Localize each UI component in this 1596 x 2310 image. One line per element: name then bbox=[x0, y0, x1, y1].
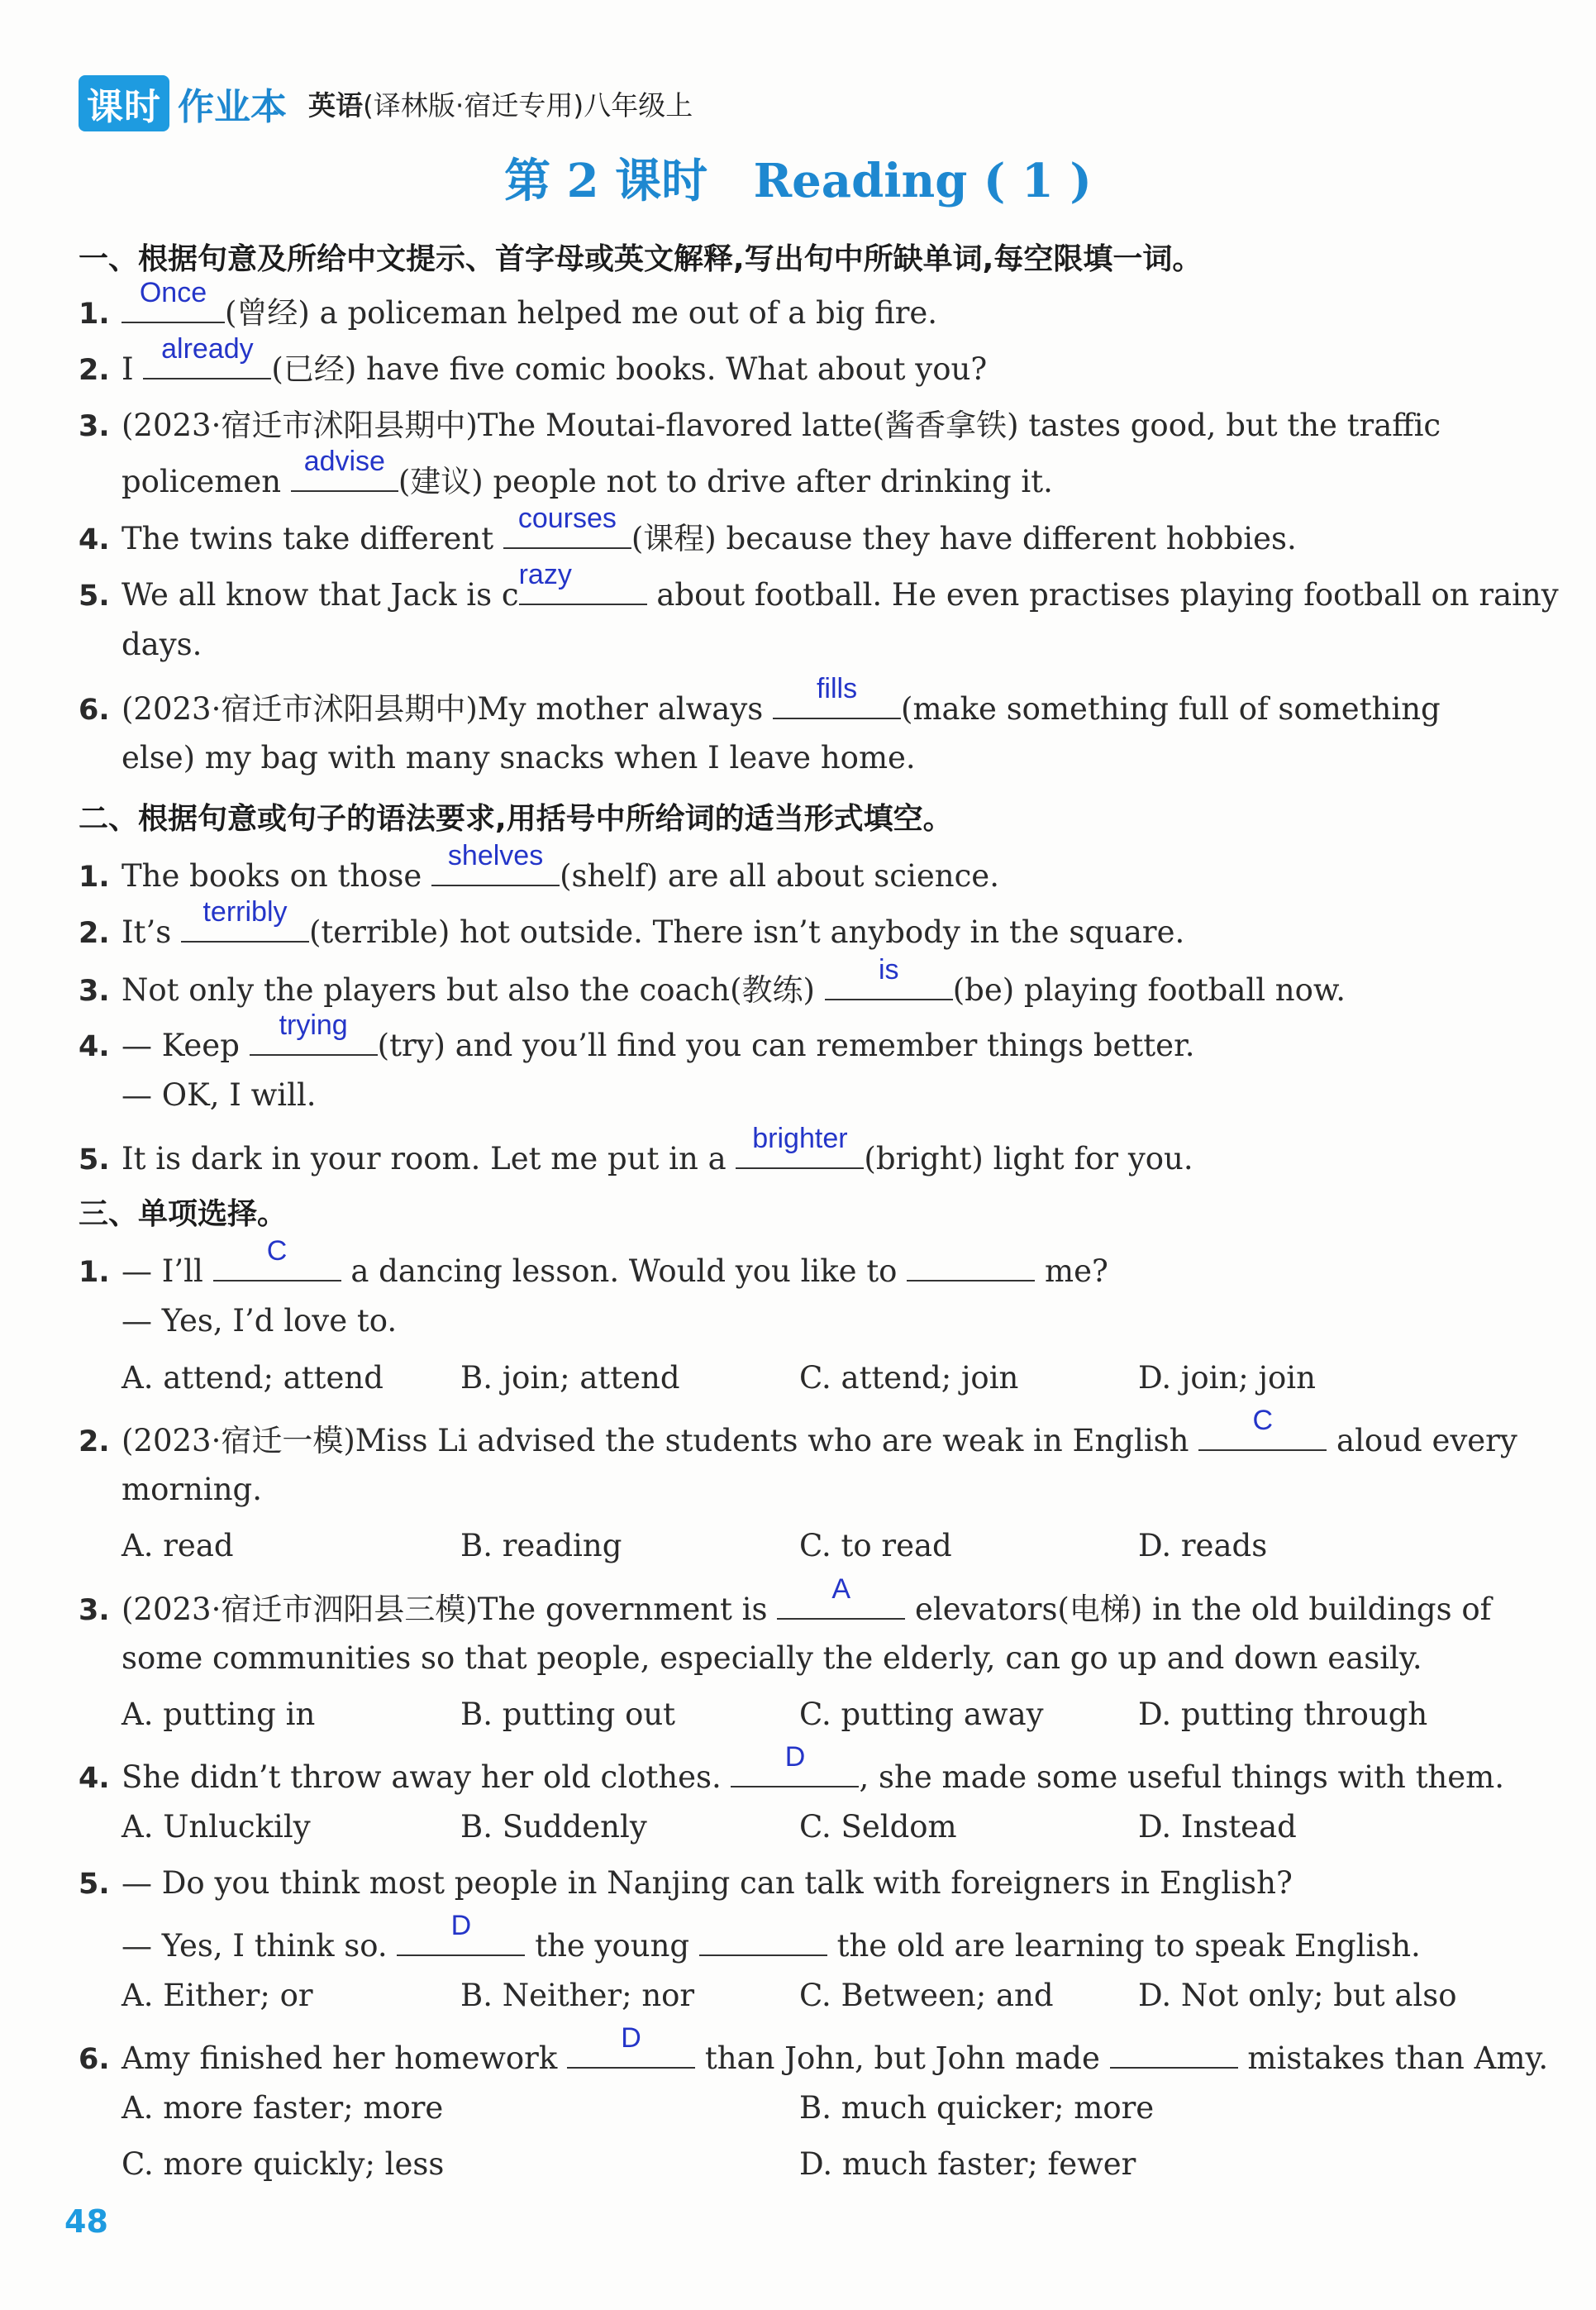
answer-text: D bbox=[450, 1910, 472, 1941]
s3-q1 bbox=[79, 1235, 1500, 1289]
q-number: 4. bbox=[79, 1030, 110, 1063]
q-text: (2023·宿迁市沭阳县期中)The Moutai-flavored latte(酱香拿铁) tastes good, but the traffic bbox=[121, 408, 1441, 443]
option-c[interactable]: C. more quickly; less bbox=[121, 2146, 445, 2182]
lesson-title-cn: 第 2 课时 bbox=[504, 154, 708, 208]
answer-blank[interactable] bbox=[518, 559, 647, 605]
logo-box: 课时 bbox=[79, 75, 169, 131]
option-a[interactable]: A. read bbox=[121, 1528, 234, 1563]
q-text: a dancing lesson. Would you like to bbox=[341, 1253, 908, 1289]
q-number: 2. bbox=[79, 917, 110, 950]
q-number: 3. bbox=[79, 410, 110, 443]
s3-q3-line2: some communities so that people, especially the elderly, can go up and down easily. bbox=[121, 1640, 1422, 1676]
option-a[interactable]: A. Either; or bbox=[121, 1978, 313, 2013]
q-text: (建议) people not to drive after drinking it. bbox=[398, 464, 1053, 499]
option-c[interactable]: C. attend; join bbox=[799, 1360, 1019, 1396]
option-c[interactable]: C. Seldom bbox=[799, 1809, 957, 1845]
answer-text: D bbox=[784, 1741, 806, 1773]
q-number: 5. bbox=[79, 1868, 110, 1901]
answer-blank[interactable] bbox=[250, 1009, 378, 1056]
q-text: (已经) have five comic books. What about you? bbox=[271, 351, 988, 387]
q-text: (shelf) are all about science. bbox=[560, 858, 999, 894]
option-b[interactable]: B. Suddenly bbox=[460, 1809, 647, 1845]
option-c[interactable]: C. Between; and bbox=[799, 1978, 1054, 2013]
section2-heading: 二、根据句意或句子的语法要求,用括号中所给词的适当形式填空。 bbox=[79, 802, 953, 836]
answer-blank[interactable] bbox=[777, 1573, 905, 1620]
q-text: We all know that Jack is c bbox=[121, 577, 519, 613]
q-text: (课程) because they have different hobbies. bbox=[631, 521, 1297, 556]
q-text: The books on those bbox=[121, 858, 432, 894]
answer-blank[interactable] bbox=[1198, 1405, 1327, 1451]
s2-q1 bbox=[79, 840, 1500, 894]
q-number: 5. bbox=[79, 580, 110, 613]
q-text: the young bbox=[525, 1928, 699, 1964]
q-number: 2. bbox=[79, 1425, 110, 1458]
s1-q3-line1 bbox=[79, 400, 1500, 445]
answer-text: courses bbox=[517, 503, 617, 534]
q-text: (make something full of something bbox=[901, 691, 1441, 727]
q-number: 2. bbox=[79, 354, 110, 387]
s2-q4-line2: — OK, I will. bbox=[121, 1077, 317, 1113]
option-d[interactable]: D. Not only; but also bbox=[1138, 1978, 1457, 2013]
q-number: 3. bbox=[79, 975, 110, 1008]
q-number: 1. bbox=[79, 298, 110, 331]
q-text: aloud every bbox=[1327, 1423, 1517, 1458]
option-c[interactable]: C. putting away bbox=[799, 1697, 1044, 1732]
section3-heading: 三、单项选择。 bbox=[79, 1197, 288, 1231]
q-text: It is dark in your room. Let me put in a bbox=[121, 1141, 736, 1176]
logo bbox=[79, 75, 287, 131]
option-d[interactable]: D. join; join bbox=[1138, 1360, 1316, 1396]
s2-q4 bbox=[79, 1009, 1500, 1063]
s1-q6 bbox=[79, 673, 1500, 728]
q-number: 1. bbox=[79, 1256, 110, 1289]
option-b[interactable]: B. join; attend bbox=[460, 1360, 680, 1396]
option-b[interactable]: B. reading bbox=[460, 1528, 622, 1563]
answer-blank-2[interactable] bbox=[699, 1921, 827, 1956]
q-text: mistakes than Amy. bbox=[1237, 2040, 1549, 2076]
q-text: The twins take different bbox=[121, 521, 503, 556]
s3-q3 bbox=[79, 1573, 1500, 1629]
answer-blank[interactable] bbox=[143, 333, 271, 379]
s3-q4 bbox=[79, 1741, 1505, 1795]
s1-q6-line2: else) my bag with many snacks when I leave home. bbox=[121, 740, 916, 776]
answer-text: terribly bbox=[202, 896, 288, 928]
answer-text: already bbox=[161, 333, 254, 365]
q-text: about football. He even practises playing football on rainy bbox=[646, 577, 1559, 613]
answer-text: advise bbox=[303, 446, 385, 477]
answer-text: trying bbox=[279, 1009, 348, 1041]
q-number: 4. bbox=[79, 523, 110, 556]
q-text: I bbox=[121, 351, 144, 387]
option-d[interactable]: D. Instead bbox=[1138, 1809, 1297, 1845]
q-text: — Do you think most people in Nanjing can talk with foreigners in English? bbox=[121, 1865, 1293, 1901]
logo-text: 作业本 bbox=[178, 86, 287, 128]
answer-blank[interactable] bbox=[567, 2022, 695, 2069]
q-number: 6. bbox=[79, 694, 110, 727]
q-text: (try) and you’ll find you can remember things better. bbox=[377, 1028, 1195, 1063]
q-text: — I’ll bbox=[121, 1253, 213, 1289]
q-number: 1. bbox=[79, 861, 110, 894]
q-number: 6. bbox=[79, 2043, 110, 2076]
option-a[interactable]: A. putting in bbox=[121, 1697, 316, 1732]
answer-text: brighter bbox=[752, 1123, 848, 1154]
answer-blank[interactable] bbox=[731, 1741, 859, 1787]
option-d[interactable]: D. reads bbox=[1138, 1528, 1268, 1563]
answer-blank[interactable] bbox=[213, 1235, 341, 1281]
s3-q1-line2: — Yes, I’d love to. bbox=[121, 1303, 398, 1339]
q-text: , she made some useful things with them. bbox=[859, 1759, 1505, 1795]
s1-q1 bbox=[79, 277, 1500, 332]
answer-blank[interactable] bbox=[736, 1123, 864, 1169]
option-c[interactable]: C. to read bbox=[799, 1528, 952, 1563]
answer-blank[interactable] bbox=[773, 673, 901, 719]
s2-q3 bbox=[79, 954, 1500, 1009]
q-text: Amy finished her homework bbox=[121, 2040, 568, 2076]
answer-text: A bbox=[831, 1573, 851, 1605]
s1-q2 bbox=[79, 333, 1500, 389]
option-a[interactable]: A. attend; attend bbox=[121, 1360, 384, 1396]
q-text: policemen bbox=[121, 464, 291, 499]
q-text: (bright) light for you. bbox=[864, 1141, 1193, 1176]
option-a[interactable]: A. Unluckily bbox=[121, 1809, 311, 1845]
answer-text: C bbox=[1252, 1405, 1274, 1436]
answer-blank[interactable] bbox=[397, 1910, 525, 1956]
option-a[interactable]: A. more faster; more bbox=[121, 2090, 444, 2126]
answer-blank[interactable] bbox=[291, 446, 398, 492]
s2-q2 bbox=[79, 896, 1500, 950]
answer-blank-2[interactable] bbox=[1110, 2034, 1238, 2069]
q-text: (2023·宿迁市沭阳县期中)My mother always bbox=[121, 691, 774, 727]
answer-text: is bbox=[878, 954, 899, 986]
q-text: (be) playing football now. bbox=[952, 972, 1346, 1008]
header-subtitle: (译林版·宿迁专用)八年级上 bbox=[363, 88, 693, 122]
lesson-title-en: Reading ( 1 ) bbox=[753, 154, 1092, 208]
q-text: (2023·宿迁一模)Miss Li advised the students who are weak in English bbox=[121, 1423, 1199, 1458]
answer-text: D bbox=[621, 2022, 641, 2054]
q-text: (曾经) a policeman helped me out of a big fire. bbox=[225, 295, 938, 331]
option-b[interactable]: B. putting out bbox=[460, 1697, 676, 1732]
q-text: (2023·宿迁市泗阳县三模)The government is bbox=[121, 1592, 778, 1627]
q-number: 4. bbox=[79, 1762, 110, 1795]
answer-text: shelves bbox=[447, 840, 544, 871]
answer-text: razy bbox=[518, 559, 572, 590]
header-subject: 英语 bbox=[308, 88, 363, 122]
s1-q3-line2 bbox=[79, 446, 1543, 501]
answer-text: Once bbox=[139, 277, 207, 308]
section1-heading: 一、根据句意及所给中文提示、首字母或英文解释,写出句中所缺单词,每空限填一词。 bbox=[79, 242, 1203, 276]
option-b[interactable]: B. much quicker; more bbox=[799, 2090, 1155, 2126]
q-text: Not only the players but also the coach(教练) bbox=[121, 972, 825, 1008]
q-text: than John, but John made bbox=[695, 2040, 1110, 2076]
option-d[interactable]: D. putting through bbox=[1138, 1697, 1428, 1732]
option-b[interactable]: B. Neither; nor bbox=[460, 1978, 695, 2013]
s1-q5-line2: days. bbox=[121, 627, 202, 662]
q-text: (terrible) hot outside. There isn’t anybody in the square. bbox=[309, 914, 1185, 950]
answer-text: fills bbox=[816, 673, 858, 704]
header bbox=[79, 79, 693, 128]
s3-q5-line2 bbox=[79, 1910, 1543, 1964]
q-text: — Yes, I think so. bbox=[121, 1928, 398, 1964]
s3-q2 bbox=[79, 1405, 1517, 1460]
q-text: She didn’t throw away her old clothes. bbox=[121, 1759, 731, 1795]
q-number: 5. bbox=[79, 1143, 110, 1176]
s1-q5 bbox=[79, 559, 1559, 613]
answer-blank[interactable] bbox=[121, 277, 225, 323]
q-text: — Keep bbox=[121, 1028, 250, 1063]
q-text: elevators(电梯) in the old buildings of bbox=[905, 1592, 1492, 1627]
page-number: 48 bbox=[64, 2203, 108, 2240]
answer-blank[interactable] bbox=[431, 840, 560, 886]
answer-text: C bbox=[266, 1235, 288, 1267]
option-d[interactable]: D. much faster; fewer bbox=[799, 2146, 1136, 2182]
q-text: It’s bbox=[121, 914, 181, 950]
answer-blank[interactable] bbox=[181, 896, 309, 943]
lesson-title bbox=[0, 145, 1596, 211]
q-text: the old are learning to speak English. bbox=[827, 1928, 1421, 1964]
answer-blank-2[interactable] bbox=[907, 1247, 1035, 1281]
s3-q6 bbox=[79, 2022, 1549, 2076]
q-number: 3. bbox=[79, 1594, 110, 1627]
s3-q2-line2: morning. bbox=[121, 1472, 262, 1507]
answer-blank[interactable] bbox=[503, 503, 631, 549]
s2-q5 bbox=[79, 1123, 1500, 1176]
answer-blank[interactable] bbox=[825, 954, 953, 1000]
s1-q4 bbox=[79, 503, 1500, 558]
s3-q5 bbox=[79, 1865, 1500, 1901]
q-text: me? bbox=[1035, 1253, 1108, 1289]
